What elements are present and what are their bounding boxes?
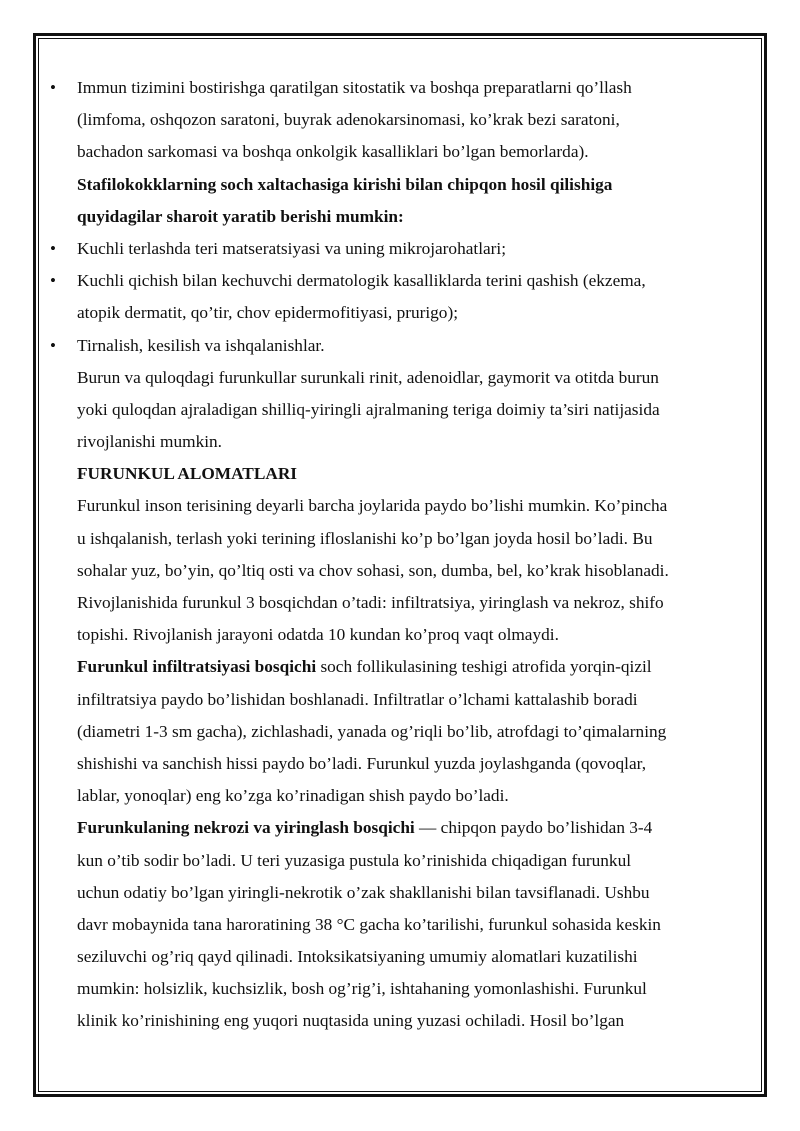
- bold-text: Furunkul infiltratsiyasi bosqichi: [77, 657, 317, 677]
- bullet-icon: •: [50, 78, 56, 97]
- line-text: infiltratsiya paydo bo’lishidan boshlanadi. Infiltratlar o’lchami kattalashib boradi: [77, 689, 638, 709]
- line-text: yoki quloqdan ajraladigan shilliq-yiringli ajralmaning teriga doimiy ta’siri natijasida: [77, 399, 660, 419]
- text-line: [50, 587, 730, 619]
- line-text: Furunkul inson terisining deyarli barcha joylarida paydo bo’lishi mumkin. Ko’pincha: [77, 496, 668, 516]
- text-line: [50, 136, 730, 168]
- text-line: [50, 169, 730, 201]
- line-text: shishishi va sanchish hissi paydo bo’ladi. Furunkul yuzda joylashganda (qovoqlar,: [77, 753, 647, 773]
- text-line: [50, 909, 730, 941]
- line-text: lablar, yonoqlar) eng ko’zga ko’rinadigan shish paydo bo’ladi.: [77, 786, 509, 806]
- text-line: [50, 877, 730, 909]
- line-text: Rivojlanishida furunkul 3 bosqichdan o’tadi: infiltratsiya, yiringlash va nekroz, shifo: [77, 593, 664, 612]
- line-text: Tirnalish, kesilish va ishqalanishlar.: [77, 335, 325, 355]
- line-text: Kuchli qichish bilan kechuvchi dermatologik kasalliklarda terini qashish (ekzema,: [77, 271, 646, 291]
- text-line: [50, 555, 730, 587]
- text-line: [50, 426, 730, 458]
- text-line: [50, 1005, 730, 1037]
- text-line: [50, 651, 730, 683]
- text-line: [50, 812, 730, 844]
- text-line: [50, 362, 730, 394]
- bold-text: Stafilokokklarning soch xaltachasiga kirishi bilan chipqon hosil qilishiga: [77, 174, 613, 194]
- line-text: seziluvchi og’riq qayd qilinadi. Intoksikatsiyaning umumiy alomatlari kuzatilishi: [77, 947, 638, 967]
- line-text: bachadon sarkomasi va boshqa onkolgik kasalliklari bo’lgan bemorlarda).: [77, 142, 589, 162]
- line-text: (limfoma, oshqozon saratoni, buyrak adenokarsinomasi, ko’krak bezi saratoni,: [77, 110, 620, 130]
- document-body: [50, 72, 730, 1038]
- bullet-icon: •: [50, 238, 56, 258]
- text-line: [50, 201, 730, 233]
- bullet-icon: •: [50, 335, 56, 355]
- text-line: [50, 973, 730, 1005]
- text-line: [50, 265, 730, 297]
- bullet-icon: •: [50, 271, 56, 291]
- bold-text: FURUNKUL ALOMATLARI: [77, 464, 298, 484]
- text-line: [50, 394, 730, 426]
- line-text: Immun tizimini bostirishga qaratilgan sitostatik va boshqa preparatlarni qo’llash: [77, 78, 632, 97]
- text-line: [50, 845, 730, 877]
- line-text: Kuchli terlashda teri matseratsiyasi va uning mikrojarohatlari;: [77, 238, 507, 258]
- text-line: [50, 748, 730, 780]
- line-text: kun o’tib sodir bo’ladi. U teri yuzasiga pustula ko’rinishida chiqadigan furunkul: [77, 850, 632, 870]
- text-line: [50, 941, 730, 973]
- line-text: Burun va quloqdagi furunkullar surunkali rinit, adenoidlar, gaymorit va otitda burun: [77, 367, 659, 387]
- line-text: sohalar yuz, bo’yin, qo’ltiq osti va chov sohasi, son, dumba, bel, ko’krak hisoblanadi.: [77, 560, 669, 580]
- bold-text: Furunkulaning nekrozi va yiringlash bosqichi: [77, 818, 415, 838]
- line-text: topishi. Rivojlanish jarayoni odatda 10 kundan ko’proq vaqt olmaydi.: [77, 625, 559, 645]
- line-text: u ishqalanish, terlash yoki terining ifloslanishi ko’p bo’lgan joyda hosil bo’ladi. Bu: [77, 528, 653, 548]
- line-text: klinik ko’rinishining eng yuqori nuqtasida uning yuzasi ochiladi. Hosil bo’lgan: [77, 1011, 625, 1031]
- line-text: atopik dermatit, qo’tir, chov epidermofitiyasi, prurigo);: [77, 303, 459, 323]
- text-line: [50, 780, 730, 812]
- text-line: [50, 684, 730, 716]
- text-line: [50, 297, 730, 329]
- line-text: davr mobaynida tana haroratining 38 °C gacha ko’tarilishi, furunkul sohasida keskin: [77, 914, 661, 934]
- bold-text: quyidagilar sharoit yaratib berishi mumkin:: [77, 206, 404, 226]
- text-line: [50, 458, 730, 490]
- line-text: mumkin: holsizlik, kuchsizlik, bosh og’rig’i, ishtahaning yomonlashishi. Furunkul: [77, 979, 647, 999]
- text-line: [50, 72, 730, 104]
- text-line: [50, 104, 730, 136]
- text-line: [50, 490, 730, 522]
- line-text: (diametri 1-3 sm gacha), zichlashadi, yanada og’riqli bo’lib, atrofdagi to’qimalarning: [77, 721, 667, 741]
- text-line: [50, 619, 730, 651]
- line-text: rivojlanishi mumkin.: [77, 432, 222, 452]
- text-line: [50, 716, 730, 748]
- line-text: — chipqon paydo bo’lishidan 3-4: [414, 818, 653, 838]
- line-text: soch follikulasining teshigi atrofida yorqin-qizil: [316, 657, 652, 677]
- text-line: [50, 523, 730, 555]
- line-text: uchun odatiy bo’lgan yiringli-nekrotik o’zak shakllanishi bilan tavsiflanadi. Ushbu: [77, 882, 650, 902]
- text-line: [50, 330, 730, 362]
- text-line: [50, 233, 730, 265]
